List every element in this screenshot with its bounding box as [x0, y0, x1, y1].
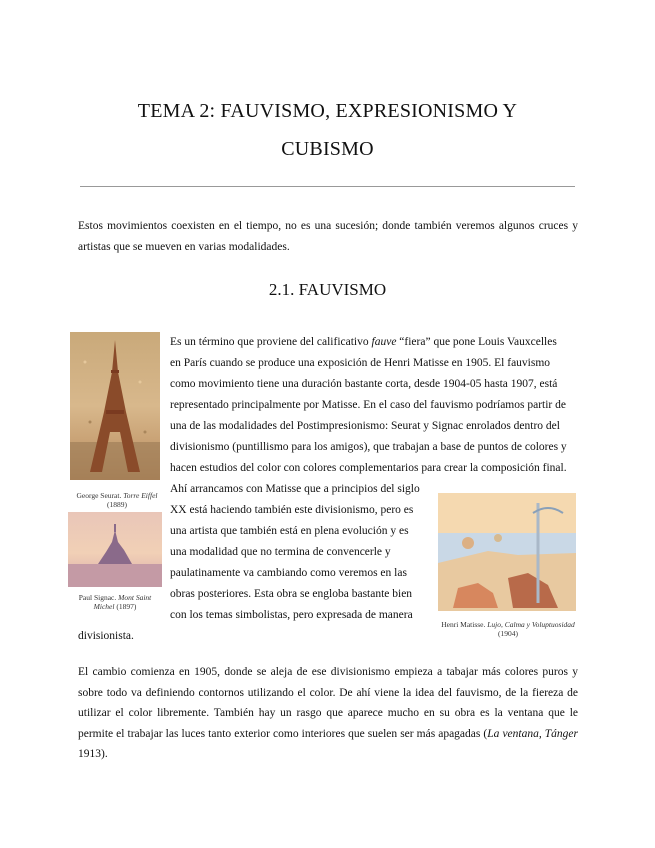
section-heading: 2.1. FAUVISMO: [268, 280, 387, 299]
body-p1-line: en París cuando se produce una exposición de Henri Matisse en 1905. El fauvismo: [170, 357, 551, 369]
body-p1-line: Ahí arrancamos con Matisse que a principios del siglo: [170, 483, 420, 495]
seurat-eiffel-tower-image: [70, 332, 160, 480]
body-p1-line: una de las modalidades del Postimpresionismo: Seurat y Signac enrolados dentro del: [170, 420, 560, 432]
body-p1-last-line: divisionista.: [78, 630, 134, 642]
page-title: TEMA 2: FAUVISMO, EXPRESIONISMO Y: [137, 100, 518, 122]
body-p1-line: hacen estudios del color con colores complementarios para crear la composición final.: [170, 462, 567, 474]
body-p1-line: XX está haciendo también este divisionismo, pero es: [170, 504, 414, 516]
body-p1-line: obras posteriores. Esta obra se engloba bastante bien: [170, 588, 413, 600]
signac-mont-saint-michel-image: [68, 512, 162, 587]
body-p1-line: representado principalmente por Matisse. En el caso del fauvismo podríamos partir de: [170, 399, 566, 411]
body-p1-line: paulatinamente va cambiando como veremos en las: [170, 567, 407, 579]
body-p1-line: una modalidad que no termina de convencerle y: [170, 546, 391, 558]
signac-caption: Paul Signac. Mont Saint Michel (1897): [78, 593, 152, 611]
body-p1-line: con los temas simbolistas, pero expresada de manera: [170, 609, 413, 621]
body-p1-line: divisionismo (puntillismo para los amigos), que trabajan a base de puntos de colores y: [170, 441, 567, 453]
seurat-caption: George Seurat. Torre Eiffel (1889): [76, 491, 158, 509]
page-title-line2: CUBISMO: [281, 138, 374, 160]
title-divider: [80, 186, 575, 187]
intro-paragraph: Estos movimientos coexisten en el tiempo, no es una sucesión; donde también veremos algunos cruces y artistas que se mueven en varias modalidades.: [78, 220, 578, 253]
matisse-luxe-calme-image: [438, 493, 576, 611]
body-paragraph-2: El cambio comienza en 1905, donde se aleja de ese divisionismo empieza a tabajar más colores puros y sobre todo va definiendo contornos utilizando el color. De ahí viene la idea del fauvismo, de la fiereza de utilizar el color libremente. También hay un rasgo que aparece mucho en su obra es la ventana que le permite el trabajar las luces tanto exterior como interiores que suelen ser más apagadas (La ventana, Tánger 1913).: [78, 666, 578, 760]
matisse-caption: Henri Matisse. Lujo, Calma y Voluptuosidad (1904): [441, 620, 575, 638]
body-p1-line: una artista que también está en plena evolución y es: [170, 525, 409, 537]
body-p1-line: como movimiento tiene una duración bastante corta, desde 1904-05 hasta 1907, está: [170, 378, 558, 390]
body-p1-line1: Es un término que proviene del calificativo fauve “fiera” que pone Louis Vauxcelles: [170, 336, 557, 348]
